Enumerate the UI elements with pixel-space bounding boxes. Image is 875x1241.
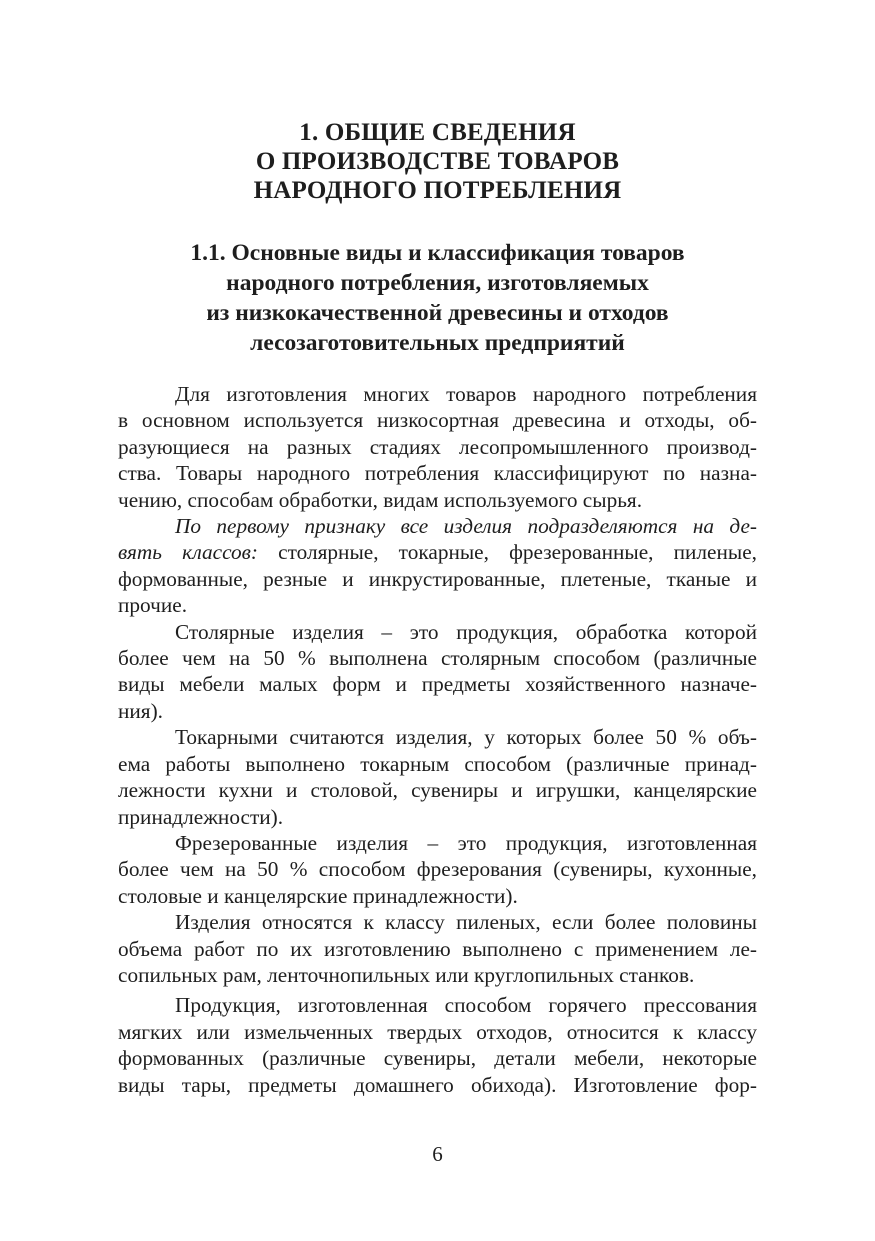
text-line: Фрезерованные изделия – это продукция, изготовленная — [175, 830, 757, 855]
italic-lead: вять классов: — [118, 540, 259, 565]
paragraph-classes — [118, 513, 757, 619]
text-line: Изделия относятся к классу пиленых, если более половины — [175, 910, 757, 935]
section-title-line: из низкокачественной древесины и отходов — [206, 300, 669, 326]
text-line: принадлежности). — [118, 804, 284, 829]
section-title-line: 1.1. Основные виды и классификация товаров — [190, 240, 685, 266]
text-line — [118, 539, 757, 565]
chapter-title-line: О ПРОИЗВОДСТВЕ ТОВАРОВ — [255, 148, 620, 175]
text-line: ния). — [118, 698, 164, 723]
text-line: столовые и канцелярские принадлежности). — [118, 883, 518, 908]
paragraph-molded — [118, 992, 757, 1098]
text-line: Столярные изделия – это продукция, обработка которой — [175, 619, 757, 644]
section-title — [118, 238, 757, 358]
text-line: чению, способам обработки, видам используемого сырья. — [118, 487, 643, 512]
document-page — [118, 118, 757, 1098]
paragraph-milling — [118, 830, 757, 909]
section-title-line: народного потребления, изготовляемых — [226, 270, 649, 296]
chapter-title — [118, 118, 757, 205]
text-line: сопильных рам, ленточнопильных или круглопильных станков. — [118, 962, 695, 987]
paragraph-joinery — [118, 619, 757, 725]
text-line: в основном используется низкосортная древесина и отходы, об- — [118, 408, 757, 433]
paragraph-sawn — [118, 909, 757, 988]
text-line: виды тары, предметы домашнего обихода). Изготовление фор- — [118, 1072, 757, 1097]
text-line: объема работ по их изготовлению выполнено с применением ле- — [118, 936, 757, 961]
chapter-title-line: 1. ОБЩИЕ СВЕДЕНИЯ — [299, 119, 576, 146]
page-number: 6 — [432, 1142, 443, 1166]
text-line: лежности кухни и столовой, сувениры и игрушки, канцелярские — [118, 778, 757, 803]
paragraph-intro — [118, 381, 757, 513]
text-line-italic: По первому признаку все изделия подразделяются на де- — [175, 514, 757, 539]
text-line: более чем на 50 % способом фрезерования (сувениры, кухонные, — [118, 857, 757, 882]
text-line: формованных (различные сувениры, детали мебели, некоторые — [118, 1046, 757, 1071]
body-text — [118, 381, 757, 1098]
text-line: прочие. — [118, 593, 188, 618]
text-line: формованные, резные и инкрустированные, плетеные, тканые и — [118, 566, 757, 591]
text-line: разующиеся на разных стадиях лесопромышленного производ- — [118, 434, 757, 459]
section-title-line: лесозаготовительных предприятий — [250, 330, 625, 356]
text-line: Для изготовления многих товаров народного потребления — [175, 382, 757, 406]
text-line: мягких или измельченных твердых отходов, относится к классу — [118, 1019, 757, 1044]
text-line-rest: столярные, токарные, фрезерованные, пиленые, — [258, 540, 757, 565]
text-line: ема работы выполнено токарным способом (различные принад- — [118, 751, 757, 776]
text-line: ства. Товары народного потребления классифицируют по назна- — [118, 461, 757, 486]
text-line: Токарными считаются изделия, у которых более 50 % объ- — [175, 725, 757, 750]
text-line: более чем на 50 % выполнена столярным способом (различные — [118, 646, 757, 671]
chapter-title-line: НАРОДНОГО ПОТРЕБЛЕНИЯ — [253, 177, 622, 204]
text-line: Продукция, изготовленная способом горячего прессования — [175, 993, 757, 1018]
text-line: виды мебели малых форм и предметы хозяйственного назначе- — [118, 672, 757, 697]
paragraph-turning — [118, 724, 757, 830]
